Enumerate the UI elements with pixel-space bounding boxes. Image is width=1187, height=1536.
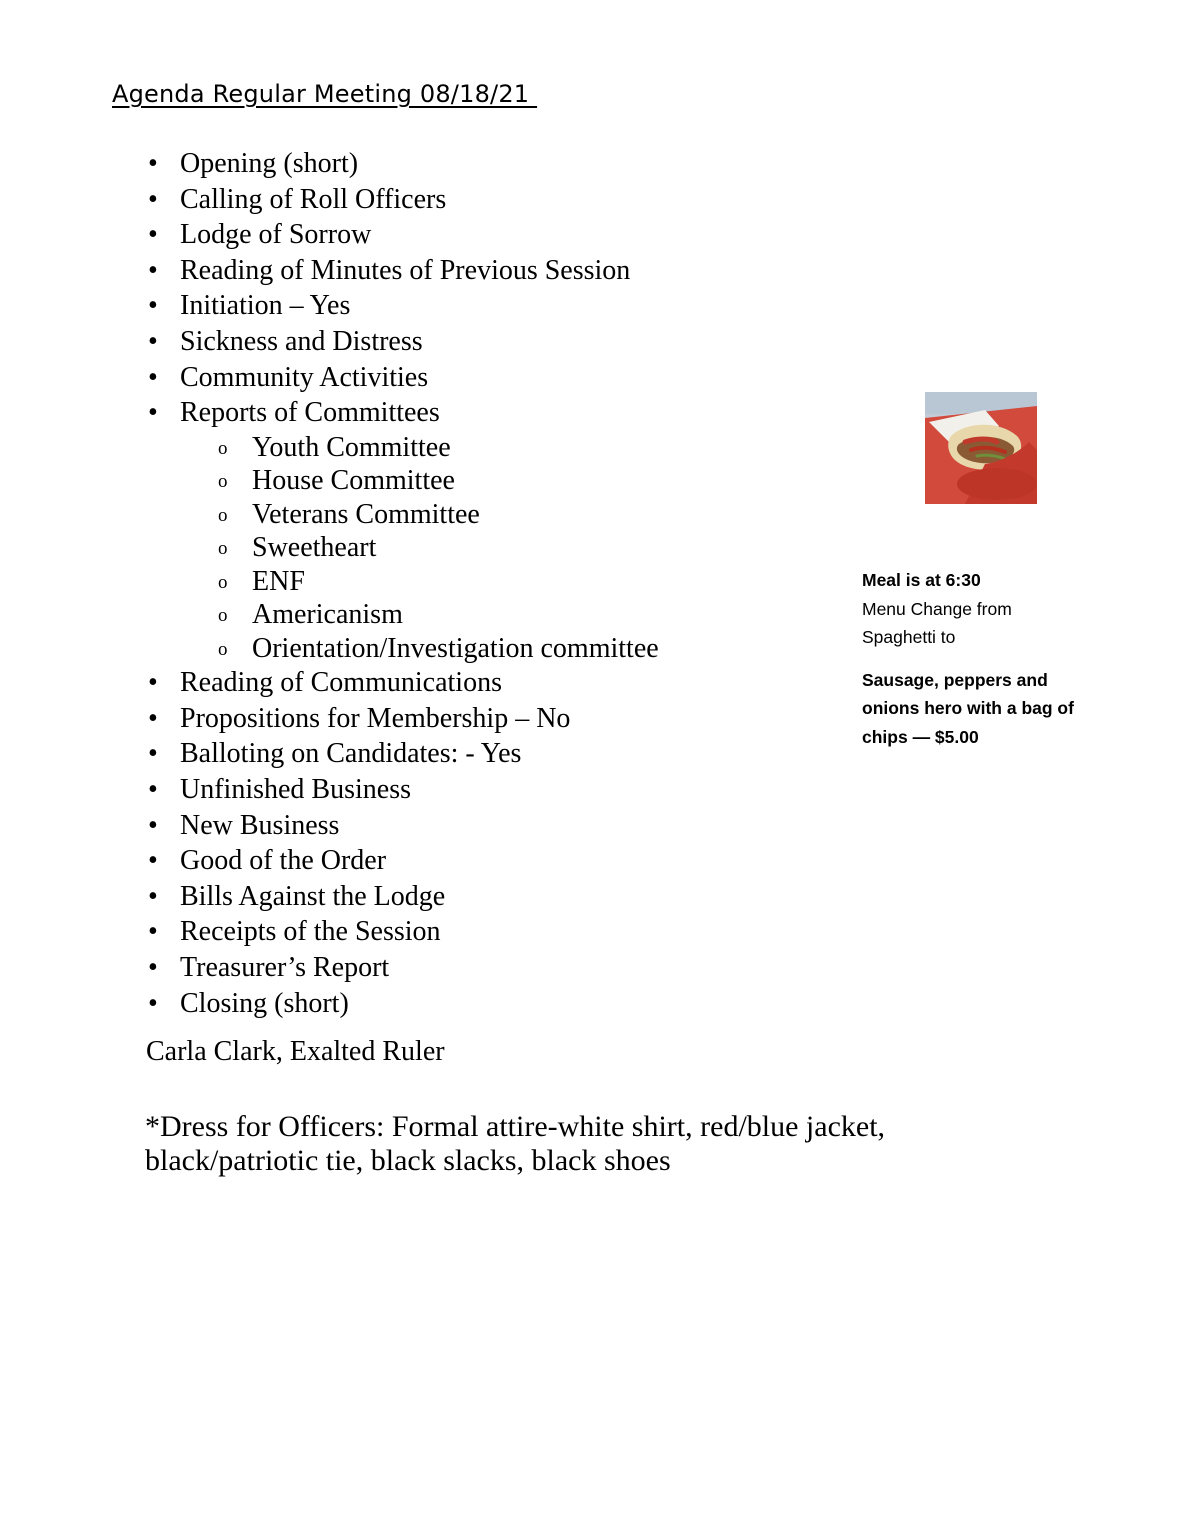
list-item <box>112 879 812 915</box>
menu-price-line: chips — $5.00 <box>862 726 979 747</box>
list-item-label: Youth Committee <box>252 431 451 463</box>
committee-sublist <box>180 431 812 666</box>
meal-spacer <box>862 652 1102 666</box>
menu-change-line-2: Spaghetti to <box>862 627 956 647</box>
sub-bullet-icon: o <box>218 605 228 627</box>
list-item <box>112 986 812 1022</box>
list-item <box>180 531 812 565</box>
bullet-icon: • <box>148 361 158 393</box>
list-item <box>180 431 812 465</box>
bullet-icon: • <box>148 290 158 322</box>
list-item-label: Reading of Minutes of Previous Session <box>180 254 631 286</box>
list-item <box>112 665 812 701</box>
bullet-icon: • <box>148 148 158 179</box>
list-item-label: ENF <box>252 565 305 597</box>
list-item-label: Veterans Committee <box>252 498 480 530</box>
bullet-icon: • <box>148 987 158 1019</box>
sub-bullet-icon: o <box>218 437 228 459</box>
bullet-icon: • <box>148 397 158 429</box>
list-item <box>112 701 812 737</box>
list-item-label: New Business <box>180 809 340 841</box>
bullet-icon: • <box>148 325 158 357</box>
bullet-icon: • <box>148 880 158 912</box>
list-item-label: Balloting on Candidates: - Yes <box>180 738 522 770</box>
bullet-icon: • <box>148 774 158 806</box>
list-item <box>112 182 812 218</box>
menu-item-line-1: Sausage, peppers and <box>862 669 1048 690</box>
bullet-icon: • <box>148 219 158 251</box>
menu-item-line-2: onions hero with a bag of <box>862 698 1074 718</box>
sub-bullet-icon: o <box>218 538 228 560</box>
list-item <box>112 772 812 808</box>
list-item <box>112 253 812 289</box>
list-item-label: Unfinished Business <box>180 774 411 806</box>
bullet-icon: • <box>148 952 158 983</box>
list-item-label: Treasurer’s Report <box>180 952 390 983</box>
page-title: Agenda Regular Meeting 08/18/21 <box>112 80 538 108</box>
agenda-level1-list <box>112 146 812 1021</box>
list-item-label: Closing (short) <box>180 987 349 1019</box>
list-item <box>180 598 812 632</box>
bullet-icon: • <box>148 667 158 699</box>
sandwich-photo-graphic <box>925 392 1037 504</box>
bullet-icon: • <box>148 183 158 215</box>
list-item <box>180 498 812 532</box>
list-item-label: Receipts of the Session <box>180 916 441 948</box>
sub-bullet-icon: o <box>218 471 228 493</box>
bullet-icon: • <box>148 809 158 841</box>
list-item-label: Sickness and Distress <box>180 325 423 357</box>
sub-bullet-icon: o <box>218 571 228 593</box>
bullet-icon: • <box>148 916 158 948</box>
list-item <box>112 288 812 324</box>
list-item <box>112 808 812 844</box>
list-item-label: Sweetheart <box>252 532 377 564</box>
list-item-label: Calling of Roll Officers <box>180 183 447 215</box>
list-item-label: Reports of Committees <box>180 397 440 429</box>
list-item-label: Orientation/Investigation committee <box>252 632 659 664</box>
list-item <box>112 914 812 950</box>
list-item-label: Good of the Order <box>180 845 387 877</box>
list-item-label: Reading of Communications <box>180 667 502 699</box>
sandwich-photo <box>925 392 1037 504</box>
menu-change-line-1: Menu Change from <box>862 598 1012 619</box>
list-item-label: Community Activities <box>180 361 429 393</box>
list-item-label: Lodge of Sorrow <box>180 219 372 251</box>
list-item-label: House Committee <box>252 465 455 497</box>
list-item <box>180 565 812 599</box>
dress-code-note: *Dress for Officers: Formal attire-white shirt, red/blue jacket, black/patriotic tie, black slacks, black shoes <box>145 1110 886 1177</box>
list-item-label: Initiation – Yes <box>180 290 351 322</box>
list-item <box>112 395 812 665</box>
bullet-icon: • <box>148 738 158 770</box>
list-item <box>112 324 812 360</box>
list-item <box>112 950 812 986</box>
meal-time-line: Meal is at 6:30 <box>862 570 981 590</box>
list-item <box>112 736 812 772</box>
meal-announcement <box>862 566 1102 751</box>
list-item-label: Americanism <box>252 599 403 631</box>
agenda-list <box>112 146 812 1021</box>
list-item <box>112 843 812 879</box>
bullet-icon: • <box>148 254 158 286</box>
sub-bullet-icon: o <box>218 638 228 660</box>
bullet-icon: • <box>148 702 158 734</box>
bullet-icon: • <box>148 845 158 877</box>
list-item <box>180 632 812 666</box>
list-item-label: Opening (short) <box>180 148 359 179</box>
signature-line: Carla Clark, Exalted Ruler <box>146 1036 445 1067</box>
list-item <box>112 217 812 253</box>
list-item-label: Bills Against the Lodge <box>180 880 446 912</box>
list-item <box>112 360 812 396</box>
sub-bullet-icon: o <box>218 504 228 526</box>
list-item-label: Propositions for Membership – No <box>180 702 571 734</box>
list-item <box>112 146 812 182</box>
list-item <box>180 464 812 498</box>
